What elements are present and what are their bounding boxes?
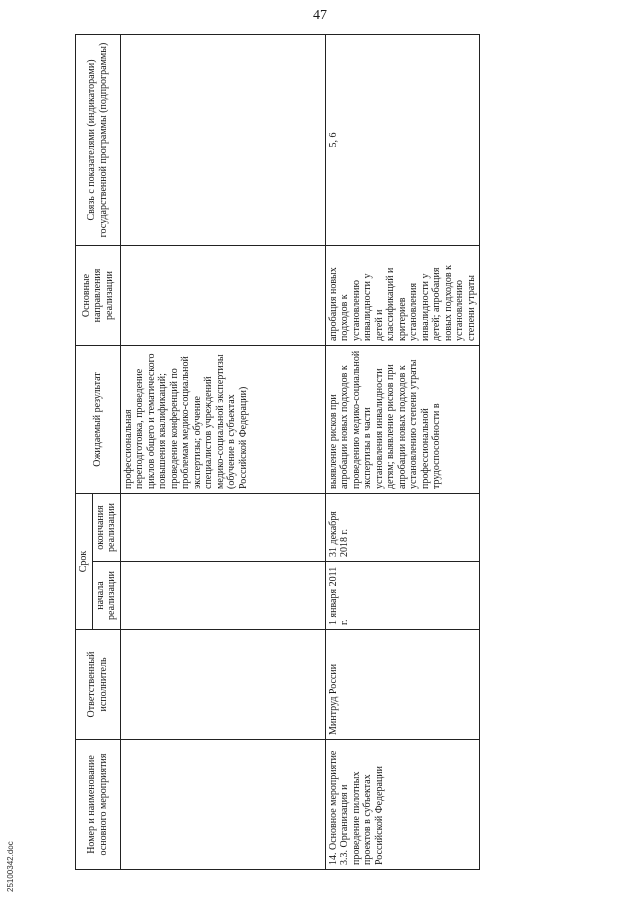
rotated-content xyxy=(75,35,605,870)
row14-title: Основное мероприятие 3.3. Организация и проведение пилотных проектов в субъектах Российской Федерации xyxy=(327,750,385,865)
header-result: Ожидаемый результат xyxy=(76,346,121,494)
page-number: 47 xyxy=(313,8,327,23)
cont-directions xyxy=(120,246,325,346)
header-row-1 xyxy=(76,35,93,870)
row14-name xyxy=(325,740,480,870)
header-period: Срок xyxy=(76,494,93,630)
header-end: окончания реализации xyxy=(92,494,120,562)
cont-end xyxy=(120,494,325,562)
cont-start xyxy=(120,562,325,630)
header-directions: Основные направления реализации xyxy=(76,246,121,346)
row14-indicators: 5, 6 xyxy=(325,35,480,246)
table-row xyxy=(325,35,480,870)
row14-result: выявление рисков при апробации новых подходов к проведению медико-социальной экспертизы в части установления инвалидности детям; выявление рисков при апробации новых подходов к установлению степени утраты профессиональной трудоспособности в xyxy=(325,346,480,494)
cont-indicators xyxy=(120,35,325,246)
row14-executor: Минтруд России xyxy=(325,630,480,740)
row14-number: 14. xyxy=(327,852,339,865)
header-indicators: Связь с показателями (индикаторами) государственной программы (подпрограммы) xyxy=(76,35,121,246)
header-start: начала реализации xyxy=(92,562,120,630)
activities-table xyxy=(75,34,480,870)
row14-directions: апробация новых подходов к установлению инвалидности у детей и классификаций и критериев установления инвалидности у детей; апробация новых подходов к установлению степени утраты xyxy=(325,246,480,346)
header-executor: Ответственный исполнитель xyxy=(76,630,121,740)
cont-result: профессиональная переподготовка, проведение циклов общего и тематического повышения квалификаций; проведение конференций по проблемам медико-социальной экспертизы; обучение специалистов учреждений медико-социальной экспертизы (обучение в субъектах Российской Федерации) xyxy=(120,346,325,494)
header-name: Номер и наименование основного мероприятия xyxy=(76,740,121,870)
doc-code-container xyxy=(6,832,18,892)
doc-code: 25100342.doc xyxy=(6,841,15,892)
cont-executor xyxy=(120,630,325,740)
continuation-row xyxy=(120,35,325,870)
row14-end: 31 декабря 2018 г. xyxy=(325,494,480,562)
cont-name xyxy=(120,740,325,870)
row14-start: 1 января 2011 г. xyxy=(325,562,480,630)
